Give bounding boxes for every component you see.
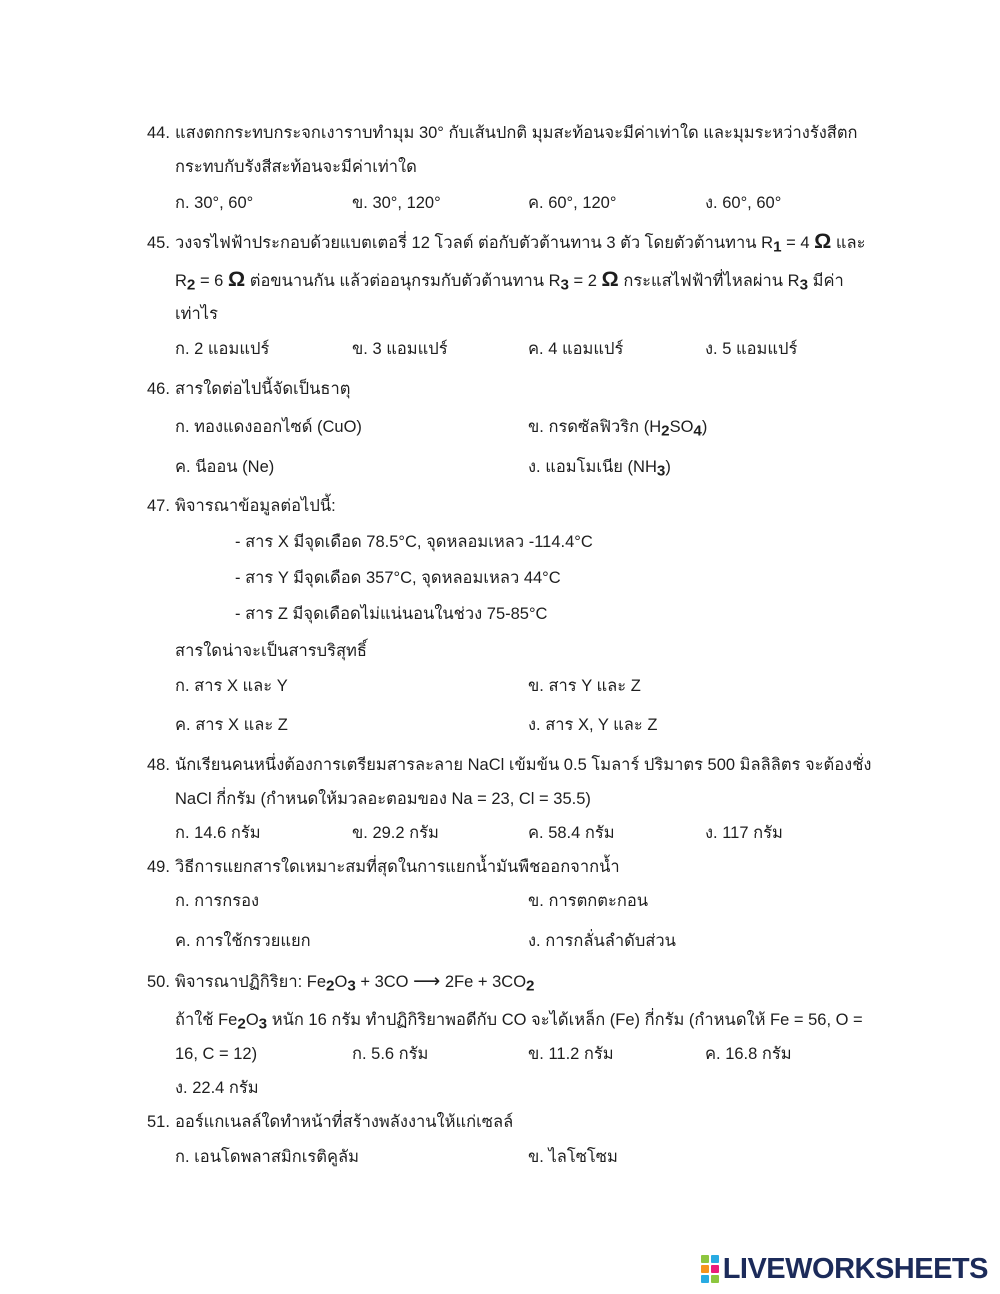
question-50-option-d: ง. 22.4 กรัม: [175, 1079, 259, 1097]
question-47-option-d: ง. สาร X, Y และ Z: [528, 716, 658, 734]
subscript: 3: [560, 276, 569, 294]
logo-tile: [701, 1255, 709, 1263]
question-number: 46.: [147, 380, 170, 398]
question-45-line-1: [147, 231, 866, 255]
liveworksheets-logo-icon: [701, 1255, 719, 1283]
question-47-prompt: สารใดน่าจะเป็นสารบริสุทธิ์: [175, 642, 367, 660]
question-text: พิจารณาปฏิกิริยา: Fe: [175, 973, 327, 991]
question-number: 51.: [147, 1113, 170, 1131]
question-44-option-b: ข. 30°, 120°: [352, 194, 441, 212]
question-46-option-b: [528, 415, 707, 439]
question-text: มีค่า: [808, 272, 844, 290]
question-47-line-1: [147, 494, 336, 518]
question-number: 49.: [147, 858, 170, 876]
option-text: ): [701, 418, 708, 436]
question-text: ออร์แกเนลล์ใดทำหน้าที่สร้างพลังงานให้แก่เซลล์: [175, 1113, 514, 1131]
question-45-option-b: ข. 3 แอมแปร์: [352, 340, 448, 358]
question-text: สารใดต่อไปนี้จัดเป็นธาตุ: [175, 380, 351, 398]
question-48-option-d: ง. 117 กรัม: [705, 824, 783, 842]
question-text: O: [334, 973, 348, 991]
question-text: ต่อขนานกัน แล้วต่ออนุกรมกับตัวต้านทาน R: [245, 272, 561, 290]
option-text: ง. แอมโมเนีย (NH: [528, 458, 657, 476]
logo-text: LIVEWORKSHEETS: [722, 1253, 988, 1285]
question-49-option-a: ก. การกรอง: [175, 892, 260, 910]
subscript: 2: [326, 977, 335, 995]
subscript: 2: [237, 1015, 246, 1033]
question-44-line-2: กระทบกับรังสีสะท้อนจะมีค่าเท่าใด: [175, 158, 417, 176]
subscript: 1: [773, 238, 782, 256]
question-48-line-2: NaCl กี่กรัม (กำหนดให้มวลอะตอมของ Na = 23, Cl = 35.5): [175, 790, 591, 808]
question-48-option-b: ข. 29.2 กรัม: [352, 824, 439, 842]
question-50-line-1: [147, 970, 535, 994]
question-50-option-b: ข. 11.2 กรัม: [528, 1045, 614, 1063]
question-text: + 3CO: [355, 973, 414, 991]
question-text: R: [175, 272, 187, 290]
subscript: 3: [258, 1015, 268, 1033]
question-45-option-d: ง. 5 แอมแปร์: [705, 340, 798, 358]
question-47-option-b: ข. สาร Y และ Z: [528, 677, 641, 695]
logo-tile: [711, 1275, 719, 1283]
question-44-option-a: ก. 30°, 60°: [175, 194, 254, 212]
question-46-option-d: [528, 455, 671, 479]
question-46-option-c: ค. นีออน (Ne): [175, 458, 275, 476]
liveworksheets-logo[interactable]: [701, 1254, 988, 1284]
option-text: ): [665, 458, 671, 476]
ohm-symbol: Ω: [227, 267, 246, 291]
subscript: 2: [526, 977, 535, 995]
question-50-line-3: 16, C = 12): [175, 1045, 258, 1063]
question-44-option-c: ค. 60°, 120°: [528, 194, 617, 212]
subscript: 3: [347, 977, 356, 995]
question-number: 48.: [147, 756, 170, 774]
question-46-option-a: ก. ทองแดงออกไซด์ (CuO): [175, 418, 362, 436]
question-47-fact-2: - สาร Y มีจุดเดือด 357°C, จุดหลอมเหลว 44°C: [235, 569, 561, 587]
ohm-symbol: Ω: [601, 267, 619, 291]
question-49-line-1: [147, 855, 620, 879]
question-47-fact-3: - สาร Z มีจุดเดือดไม่แน่นอนในช่วง 75-85°C: [235, 605, 548, 623]
question-text: วงจรไฟฟ้าประกอบด้วยแบตเตอรี่ 12 โวลต์ ต่อกับตัวต้านทาน 3 ตัว โดยตัวต้านทาน R: [175, 234, 774, 252]
logo-tile: [711, 1265, 719, 1273]
question-48-option-c: ค. 58.4 กรัม: [528, 824, 615, 842]
question-number: 47.: [147, 497, 170, 515]
question-text: = 2: [568, 272, 602, 290]
question-44-line-1: [147, 121, 858, 145]
question-51-option-b: ข. ไลโซโซม: [528, 1148, 618, 1166]
logo-tile: [711, 1255, 719, 1263]
question-49-option-b: ข. การตกตะกอน: [528, 892, 649, 910]
subscript: 2: [661, 422, 670, 440]
question-text: วิธีการแยกสารใดเหมาะสมที่สุดในการแยกน้ำมันพืชออกจากน้ำ: [175, 858, 620, 876]
question-text: และ: [831, 234, 866, 252]
question-number: 44.: [147, 124, 170, 142]
ohm-symbol: Ω: [814, 229, 832, 253]
subscript: 4: [693, 422, 702, 440]
question-text: แสงตกกระทบกระจกเงาราบทำมุม 30° กับเส้นปกติ มุมสะท้อนจะมีค่าเท่าใด และมุมระหว่างรังสีตก: [175, 124, 858, 142]
question-45-line-3: เท่าไร: [175, 305, 218, 323]
question-47-fact-1: - สาร X มีจุดเดือด 78.5°C, จุดหลอมเหลว -114.4°C: [235, 533, 593, 551]
question-48-option-a: ก. 14.6 กรัม: [175, 824, 261, 842]
question-49-option-c: ค. การใช้กรวยแยก: [175, 932, 311, 950]
question-51-option-a: ก. เอนโดพลาสมิกเรติคูลัม: [175, 1148, 359, 1166]
question-text: = 6: [195, 272, 228, 290]
question-text: พิจารณาข้อมูลต่อไปนี้:: [175, 497, 336, 515]
option-text: ข. กรดซัลฟิวริก (H: [528, 418, 662, 436]
question-50-option-c: ค. 16.8 กรัม: [705, 1045, 792, 1063]
question-text: หนัก 16 กรัม ทำปฏิกิริยาพอดีกับ CO จะได้เหล็ก (Fe) กี่กรัม (กำหนดให้ Fe = 56, O =: [267, 1011, 863, 1029]
logo-tile: [701, 1275, 709, 1283]
question-49-option-d: ง. การกลั่นลำดับส่วน: [528, 932, 676, 950]
option-text: SO: [669, 418, 694, 436]
question-text: 2Fe + 3CO: [440, 973, 527, 991]
question-50-option-a: ก. 5.6 กรัม: [352, 1045, 429, 1063]
question-45-option-a: ก. 2 แอมแปร์: [175, 340, 270, 358]
question-46-line-1: [147, 377, 350, 401]
reaction-arrow: ⟶: [413, 971, 441, 992]
subscript: 2: [186, 276, 196, 294]
question-text: นักเรียนคนหนึ่งต้องการเตรียมสารละลาย NaCl เข้มข้น 0.5 โมลาร์ ปริมาตร 500 มิลลิลิตร จะต้องชั่ง: [175, 756, 872, 774]
question-44-option-d: ง. 60°, 60°: [705, 194, 782, 212]
question-text: กระแสไฟฟ้าที่ไหลผ่าน R: [618, 272, 800, 290]
question-48-line-1: [147, 753, 871, 777]
question-number: 50.: [147, 973, 170, 991]
question-47-option-c: ค. สาร X และ Z: [175, 716, 288, 734]
logo-tile: [701, 1265, 709, 1273]
question-number: 45.: [147, 234, 170, 252]
question-45-line-2: [175, 269, 844, 293]
question-50-line-2: [175, 1008, 863, 1032]
subscript: 3: [656, 462, 666, 480]
question-45-option-c: ค. 4 แอมแปร์: [528, 340, 624, 358]
question-text: ถ้าใช้ Fe: [175, 1011, 238, 1029]
question-47-option-a: ก. สาร X และ Y: [175, 677, 288, 695]
question-text: O: [245, 1011, 259, 1029]
question-51-line-1: [147, 1110, 513, 1134]
subscript: 3: [799, 276, 809, 294]
question-text: = 4: [781, 234, 815, 252]
